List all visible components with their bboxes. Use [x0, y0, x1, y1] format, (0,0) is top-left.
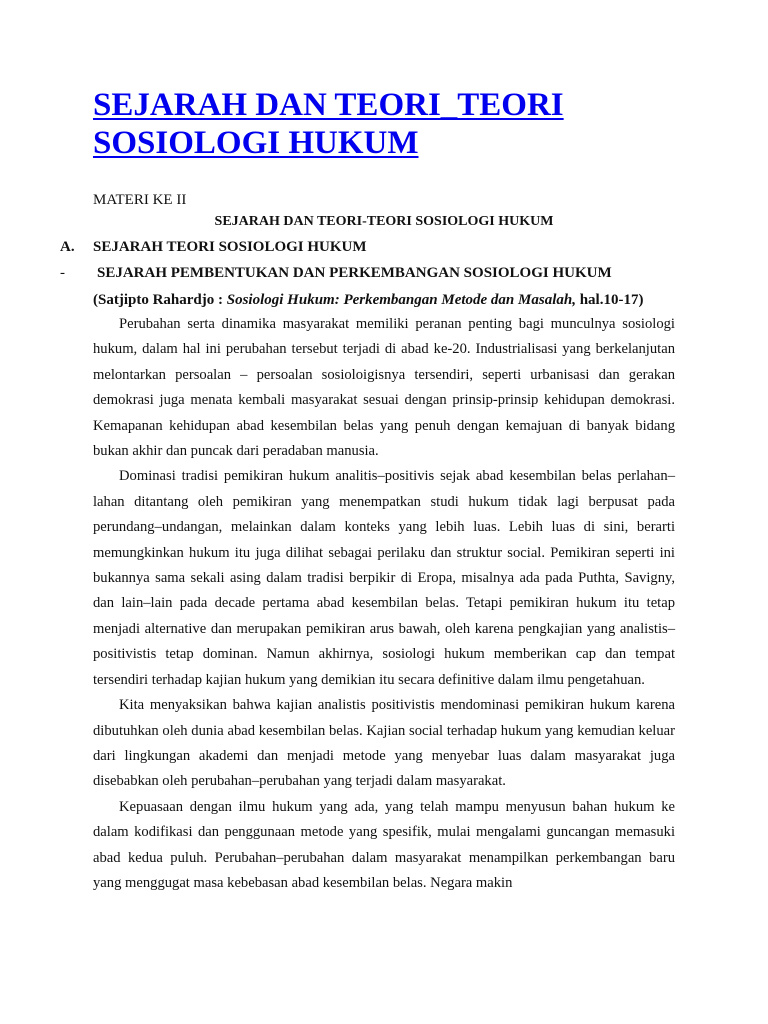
body-text — [93, 312, 675, 896]
citation-book-title: Sosiologi Hukum: Perkembangan Metode dan Masalah, — [226, 292, 576, 308]
section-a-heading — [60, 237, 367, 257]
paragraph: Kepuasaan dengan ilmu hukum yang ada, yang telah mampu menyusun bahan hukum ke dalam kodifikasi dan penggunaan metode yang spesifik, mulai mengalami guncangan memasuki abad kedua puluh. Perubahan–perubahan dalam masyarakat menampilkan perkembangan baru yang menggugat masa kebebasan abad kesembilan belas. Negara makin — [93, 798, 675, 891]
section-dash-marker: - — [60, 265, 65, 281]
center-heading: SEJARAH DAN TEORI-TEORI SOSIOLOGI HUKUM — [214, 214, 554, 229]
paragraph: Dominasi tradisi pemikiran hukum analitis–positivis sejak abad kesembilan belas perlahan–lahan ditantang oleh pemikiran yang menempatkan studi hukum tidak lagi berpusat pada perundang–undangan, melainkan dalam konteks yang lebih luas. Lebih luas di sini, berarti memungkinkan hukum itu juga dilihat sebagai perilaku dan struktur social. Pemikiran seperti ini bukannya sama sekali asing dalam tradisi berpikir di Eropa, misalnya ada pada Puthta, Savigny, dan lain–lain pada decade pertama abad kesembilan belas. Tetapi pemikiran hukum itu tetap menjadi alternative dan merupakan pemikiran arus bawah, oleh karena pengkajian yang analistis–positivistis tetap dominan. Namun akhirnya, sosiologi hukum memberikan cap dan tempat tersendiri terhadap kajian hukum yang demikian itu secara definitive dalam ilmu pengetahuan. — [93, 468, 675, 688]
citation-close: hal.10-17) — [575, 292, 644, 308]
section-dash-heading — [60, 263, 612, 283]
title-line-2[interactable]: SOSIOLOGI HUKUM — [93, 125, 419, 161]
paragraph: Perubahan serta dinamika masyarakat memiliki peranan penting bagi munculnya sosiologi hukum, dalam hal ini perubahan tersebut terjadi di abad ke-20. Industrialisasi yang berkelanjutan melontarkan persoalan – persoalan sosioloigisnya tersendiri, seperti urbanisasi dan gerakan demokrasi juga menata kembali masyarakat sesuai dengan prinsip-prinsip kehidupan demokrasi. Kemapanan kehidupan abad kesembilan belas yang penuh dengan kemajuan di banyak bidang bukan akhir dan puncak dari peradaban manusia. — [93, 316, 675, 460]
section-dash-title: SEJARAH PEMBENTUKAN DAN PERKEMBANGAN SOSIOLOGI HUKUM — [97, 265, 612, 281]
citation-open: (Satjipto Rahardjo : — [93, 292, 227, 308]
section-a-marker: A. — [60, 239, 75, 255]
document-title-link[interactable] — [93, 86, 653, 162]
section-a-title: SEJARAH TEORI SOSIOLOGI HUKUM — [93, 239, 367, 255]
title-line-1[interactable]: SEJARAH DAN TEORI_TEORI — [93, 87, 564, 123]
paragraph: Kita menyaksikan bahwa kajian analistis positivistis mendominasi pemikiran hukum karena dibutuhkan oleh dunia abad kesembilan belas. Kajian social terhadap hukum yang kemudian keluar dari lingkungan akademi dan menjadi metode yang menyebar luas dalam masyarakat juga disebabkan oleh perubahan–perubahan yang terjadi dalam masyarakat. — [93, 697, 675, 790]
citation — [93, 290, 683, 310]
materi-label: MATERI KE II — [93, 192, 187, 208]
